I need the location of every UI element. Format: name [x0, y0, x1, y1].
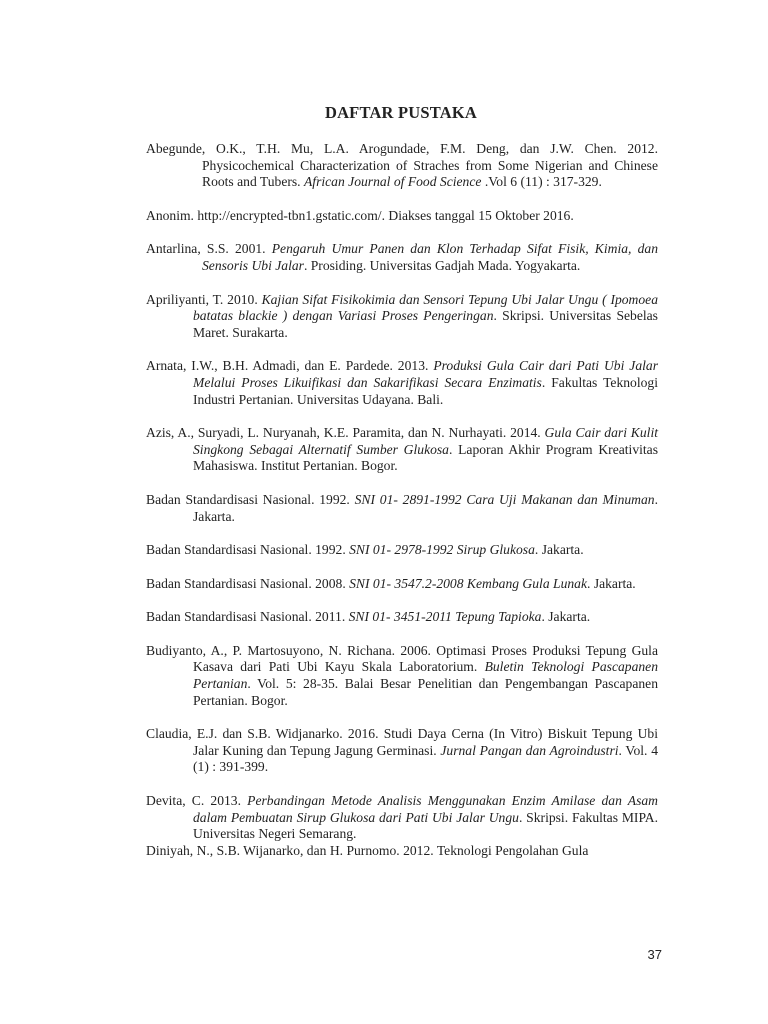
reference-text: Claudia, E.J. dan S.B. Widjanarko. 2016. Studi Daya Cerna (In Vitro) Biskuit Tepung Ubi Jalar Kuning dan Tepung Jagung Germinasi.	[146, 726, 658, 758]
reference-entry	[146, 208, 658, 225]
reference-text: Arnata, I.W., B.H. Admadi, dan E. Pardede. 2013.	[146, 358, 434, 374]
reference-entry	[146, 425, 658, 475]
reference-text: Devita, C. 2013.	[146, 793, 248, 809]
reference-entry	[146, 843, 658, 860]
reference-text: Antarlina, S.S. 2001.	[146, 241, 272, 257]
reference-italic-text: SNI 01- 3547.2-2008 Kembang Gula Lunak	[349, 575, 588, 591]
reference-text: . Jakarta.	[587, 575, 636, 591]
reference-italic-text: Produksi Gula Cair dari Pati Ubi Jalar Melalui Proses Likuifikasi dan Sakarifikasi Secara Enzimatis	[193, 358, 658, 390]
reference-italic-text: Pengaruh Umur Panen dan Klon Terhadap Sifat Fisik, Kimia, dan Sensoris Ubi Jalar	[202, 241, 658, 273]
reference-text: Badan Standardisasi Nasional. 2008.	[146, 575, 350, 591]
page-number: 37	[647, 947, 662, 962]
reference-list	[146, 141, 658, 876]
reference-text: Badan Standardisasi Nasional. 1992.	[146, 542, 350, 558]
reference-italic-text: African Journal of Food Science	[303, 174, 482, 190]
reference-entry	[146, 141, 658, 191]
reference-italic-text: Kajian Sifat Fisikokimia dan Sensori Tepung Ubi Jalar Ungu ( Ipomoea batatas blackie ) dengan Variasi Proses Pengeringan	[193, 291, 659, 324]
reference-text: Apriliyanti, T. 2010.	[146, 291, 262, 307]
reference-text: . Skripsi. Universitas Sebelas Maret. Surakarta.	[193, 308, 658, 340]
reference-italic-text: Gula Cair dari Kulit Singkong Sebagai Alternatif Sumber Glukosa	[193, 425, 658, 457]
reference-text: . Skripsi. Fakultas MIPA. Universitas Negeri Semarang.	[193, 809, 658, 842]
reference-entry	[146, 292, 658, 342]
reference-text: . Vol. 4 (1) : 391-399.	[193, 742, 658, 775]
reference-text: . Vol. 5: 28-35. Balai Besar Penelitian dan Pengembangan Pascapanen Pertanian. Bogor.	[193, 676, 658, 708]
reference-text: . Jakarta.	[541, 609, 591, 625]
reference-entry	[146, 358, 658, 408]
reference-text: . Laporan Akhir Program Kreativitas Mahasiswa. Institut Pertanian. Bogor.	[193, 441, 658, 474]
reference-entry	[146, 793, 658, 843]
reference-text: . Jakarta.	[534, 542, 584, 558]
reference-text: Abegunde, O.K., T.H. Mu, L.A. Arogundade, F.M. Deng, dan J.W. Chen. 2012. Physicochemical Characterization of Straches from Some Nigerian and Chinese Roots and Tubers.	[146, 141, 658, 190]
reference-text: Diniyah, N., S.B. Wijanarko, dan H. Purnomo. 2012. Teknologi Pengolahan Gula	[146, 842, 589, 858]
reference-text: . Fakultas Teknologi Industri Pertanian. Universitas Udayana. Bali.	[193, 374, 658, 407]
reference-italic-text: Buletin Teknologi Pascapanen Pertanian	[193, 659, 659, 692]
reference-text: .Vol 6 (11) : 317-329.	[481, 174, 602, 190]
reference-entry	[146, 492, 658, 525]
reference-italic-text: SNI 01- 2891-1992 Cara Uji Makanan dan Minuman	[354, 491, 655, 507]
reference-entry	[146, 576, 658, 593]
reference-text: . Prosiding. Universitas Gadjah Mada. Yogyakarta.	[303, 257, 581, 273]
reference-entry	[146, 241, 658, 274]
reference-text: Badan Standardisasi Nasional. 1992.	[146, 491, 355, 507]
reference-italic-text: SNI 01- 2978-1992 Sirup Glukosa	[349, 542, 535, 558]
reference-italic-text: Jurnal Pangan dan Agroindustri	[440, 742, 619, 758]
reference-text: . Jakarta.	[193, 491, 658, 524]
reference-entry	[146, 542, 658, 559]
reference-text: Budiyanto, A., P. Martosuyono, N. Richana. 2006. Optimasi Proses Produksi Tepung Gula Kasava dari Pati Ubi Kayu Skala Laboratorium.	[146, 642, 658, 675]
page-title: DAFTAR PUSTAKA	[324, 103, 478, 122]
reference-entry	[146, 726, 658, 776]
reference-entry	[146, 643, 658, 709]
reference-text: Azis, A., Suryadi, L. Nuryanah, K.E. Paramita, dan N. Nurhayati. 2014.	[146, 425, 545, 441]
reference-text: Badan Standardisasi Nasional. 2011.	[146, 609, 349, 625]
reference-text: Anonim. http://encrypted-tbn1.gstatic.com/. Diakses tanggal 15 Oktober 2016.	[146, 207, 574, 223]
reference-italic-text: SNI 01- 3451-2011 Tepung Tapioka	[348, 609, 542, 625]
reference-italic-text: Perbandingan Metode Analisis Menggunakan Enzim Amilase dan Asam dalam Pembuatan Sirup Glukosa dari Pati Ubi Jalar Ungu	[193, 793, 658, 825]
reference-entry	[146, 609, 658, 626]
